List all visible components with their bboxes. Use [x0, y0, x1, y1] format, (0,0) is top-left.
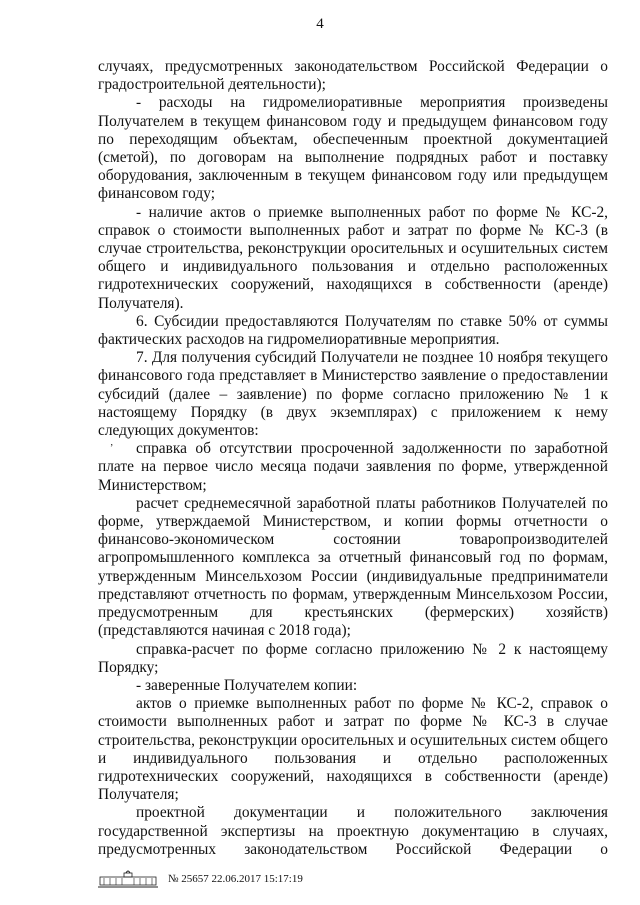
- paragraph: - заверенные Получателем копии:: [136, 676, 358, 694]
- paragraph: - расходы на гидромелиоративные мероприятия произведены Получателем в текущем финансовом году и предыдущем финансовом году по переходящим объектам, обеспеченным проектной документацией (сметой), по договорам на выполнение подрядных работ и поставку оборудования, заключенным в текущем финансовом году или предыдущем финансовом году;: [98, 94, 608, 203]
- paragraph: актов о приемке выполненных работ по форме № КС-2, справок о стоимости выполненных работ и затрат по форме № КС-3 в случае строительства, реконструкции оросительных и осушительных систем общего и индивидуального пользования и отдельно расположенных гидротехнических сооружений, находящихся в собственности (аренде) Получателя;: [98, 695, 608, 804]
- paragraph: расчет среднемесячной заработной платы работников Получателей по форме, утверждаемой Министерством, и копии формы отчетности о финансово-экономическом состоянии товаропроизводителей агропромышленного комплекса за отчетный финансовый год по формам, утвержденным Минсельхозом России (индивидуальные предприниматели представляют отчетность по формам, утвержденным Минсельхозом России, предусмотренным для крестьянских (фермерских) хозяйств) (представляются начиная с 2018 года);: [98, 494, 608, 640]
- paragraph: 6. Субсидии предоставляются Получателям по ставке 50% от суммы фактических расходов на гидромелиоративные мероприятия.: [98, 312, 608, 349]
- paragraph: - наличие актов о приемке выполненных работ по форме № КС-2, справок о стоимости выполненных работ и затрат по форме № КС-3 (в случае строительства, реконструкции оросительных и осушительных систем общего и индивидуального пользования и отдельно расположенных гидротехнических сооружений, находящихся в собственности (аренде) Получателя).: [98, 203, 608, 312]
- paragraph: 7. Для получения субсидий Получатели не позднее 10 ноября текущего финансового года представляет в Министерство заявление о предоставлении субсидий (далее – заявление) по форме согласно приложению № 1 к настоящему Порядку (в двух экземплярах) с приложением к нему следующих документов:: [98, 349, 608, 440]
- stamp-text: № 25657 22.06.2017 15:17:19: [168, 873, 303, 885]
- scan-mark: ‚: [110, 437, 114, 448]
- paragraph: справка об отсутствии просроченной задолженности по заработной плате на первое число месяца подачи заявления по форме, утвержденной Министерством;: [98, 440, 608, 494]
- paragraph: проектной документации и положительного заключения государственной экспертизы на проектную документацию в случаях, предусмотренных законодательством Российской Федерации о: [98, 804, 608, 858]
- building-logo-icon: [96, 869, 160, 889]
- registration-stamp: [96, 868, 303, 890]
- paragraph: случаях, предусмотренных законодательством Российской Федерации о градостроительной деятельности);: [98, 58, 608, 94]
- document-body: [98, 58, 608, 859]
- page-number: 4: [316, 16, 324, 32]
- paragraph: справка-расчет по форме согласно приложению № 2 к настоящему Порядку;: [98, 640, 608, 676]
